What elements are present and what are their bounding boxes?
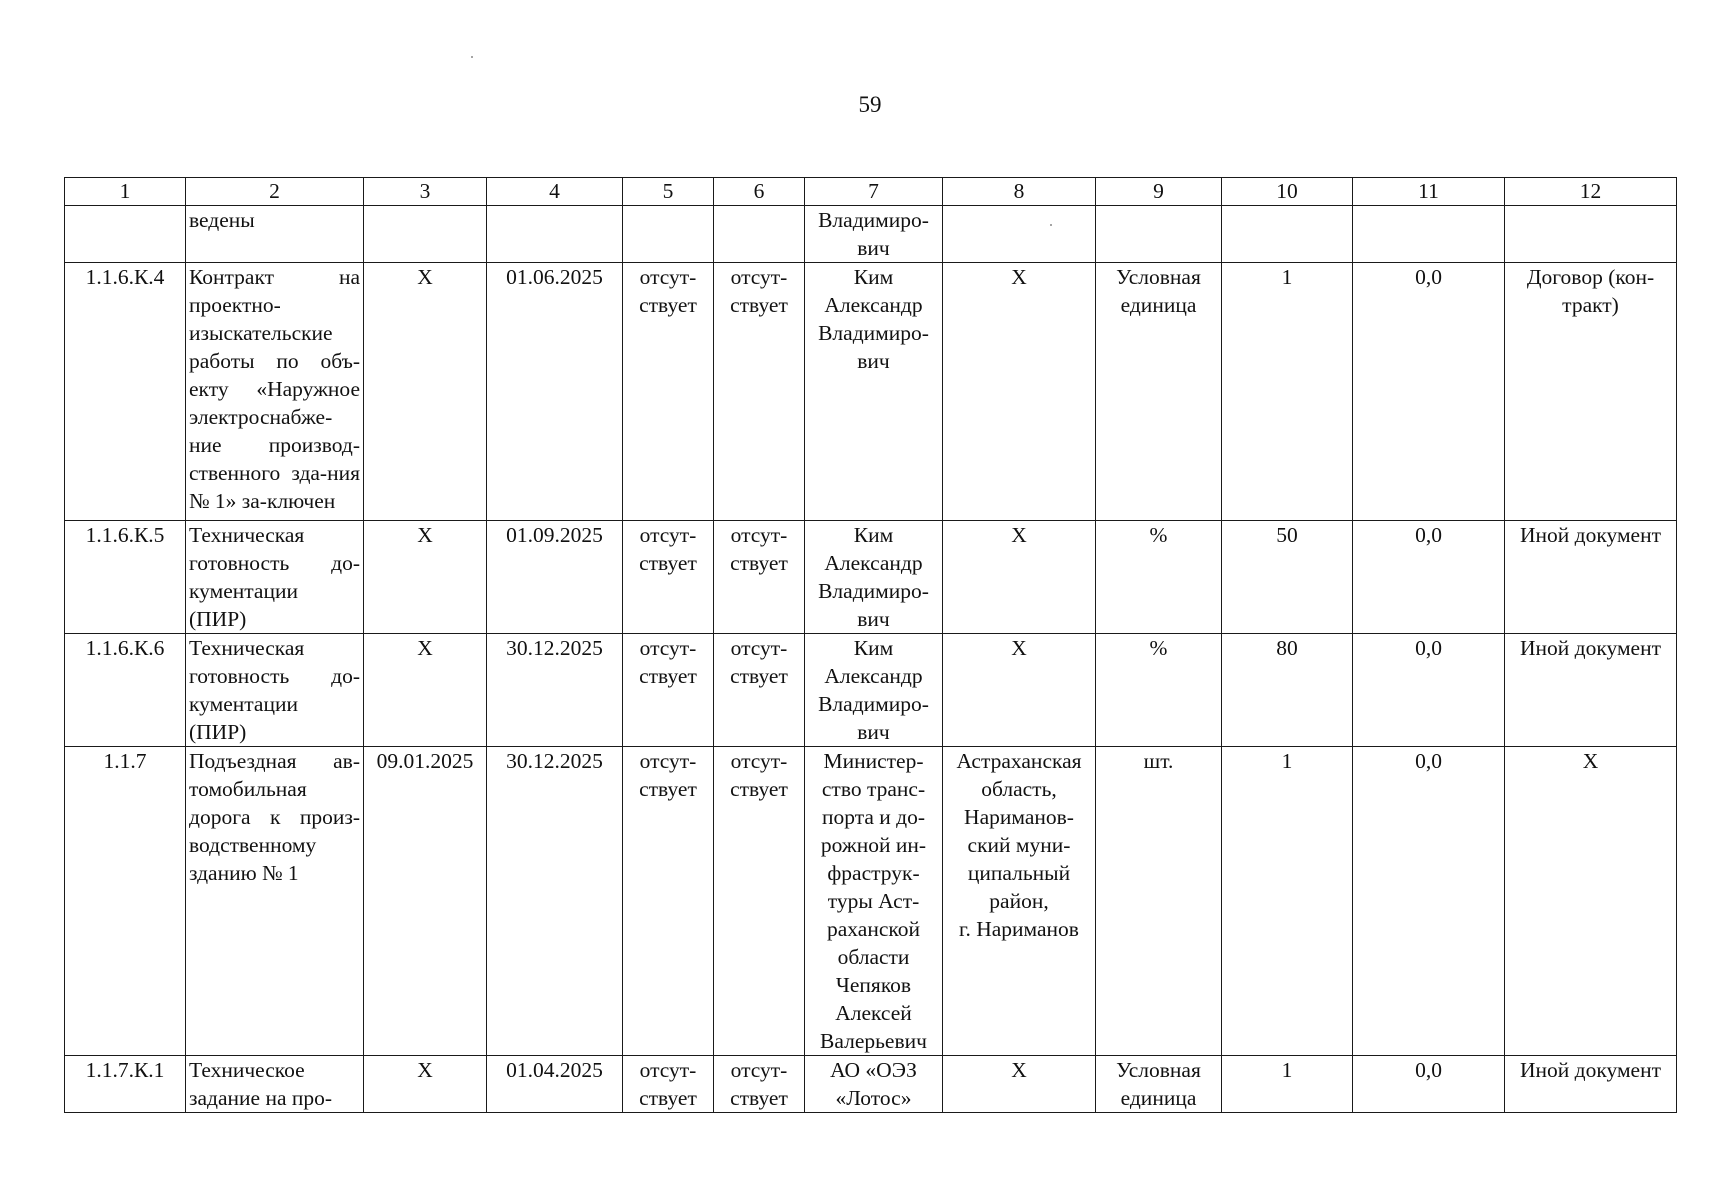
responsible-cell: Министер- ство транс- порта и до- рожной ин- фраструк- туры Аст- раханской области Чепяков Алексей Валерьевич xyxy=(805,747,943,1056)
end-date-cell: 01.04.2025 xyxy=(487,1056,623,1113)
value-5-cell: отсут- ствует xyxy=(623,747,714,1056)
value-11-cell: 0,0 xyxy=(1353,521,1505,634)
start-date-cell xyxy=(364,206,487,263)
value-5-cell: отсут- ствует xyxy=(623,521,714,634)
responsible-cell: Ким Александр Владимиро- вич xyxy=(805,634,943,747)
value-6-cell: отсут- ствует xyxy=(714,521,805,634)
location-cell xyxy=(943,206,1096,263)
unit-cell: % xyxy=(1096,634,1222,747)
data-table xyxy=(64,177,1677,1113)
value-11-cell: 0,0 xyxy=(1353,634,1505,747)
value-5-cell: отсут- ствует xyxy=(623,634,714,747)
column-header: 9 xyxy=(1096,178,1222,206)
end-date-cell xyxy=(487,206,623,263)
table-row xyxy=(65,634,1677,747)
value-6-cell: отсут- ствует xyxy=(714,747,805,1056)
column-header: 12 xyxy=(1505,178,1677,206)
responsible-cell: Ким Александр Владимиро- вич xyxy=(805,263,943,521)
value-6-cell: отсут- ствует xyxy=(714,263,805,521)
unit-cell xyxy=(1096,206,1222,263)
value-5-cell: отсут- ствует xyxy=(623,1056,714,1113)
location-cell: Х xyxy=(943,521,1096,634)
row-number-cell: 1.1.6.К.6 xyxy=(65,634,186,747)
column-header: 11 xyxy=(1353,178,1505,206)
column-header: 4 xyxy=(487,178,623,206)
document-cell: Иной документ xyxy=(1505,1056,1677,1113)
value-6-cell: отсут- ствует xyxy=(714,1056,805,1113)
document-cell: Иной документ xyxy=(1505,521,1677,634)
responsible-cell: Ким Александр Владимиро- вич xyxy=(805,521,943,634)
value-6-cell: отсут- ствует xyxy=(714,634,805,747)
document-cell: Х xyxy=(1505,747,1677,1056)
column-header: 7 xyxy=(805,178,943,206)
value-11-cell xyxy=(1353,206,1505,263)
start-date-cell: Х xyxy=(364,1056,487,1113)
column-header: 2 xyxy=(186,178,364,206)
name-cell: Техническая готовность до-кументации (ПИР) xyxy=(186,521,364,634)
responsible-cell: Владимиро- вич xyxy=(805,206,943,263)
table-header-row xyxy=(65,178,1677,206)
name-cell: Техническая готовность до-кументации (ПИР) xyxy=(186,634,364,747)
document-cell: Иной документ xyxy=(1505,634,1677,747)
location-cell: Х xyxy=(943,634,1096,747)
table-row xyxy=(65,521,1677,634)
name-cell: Техническое задание на про- xyxy=(186,1056,364,1113)
location-cell: Х xyxy=(943,263,1096,521)
column-header: 3 xyxy=(364,178,487,206)
responsible-cell: АО «ОЭЗ «Лотос» xyxy=(805,1056,943,1113)
value-11-cell: 0,0 xyxy=(1353,263,1505,521)
document-cell xyxy=(1505,206,1677,263)
value-10-cell xyxy=(1222,206,1353,263)
name-cell: Подъездная ав-томобильная дорога к произ-водственному зданию № 1 xyxy=(186,747,364,1056)
unit-cell: Условная единица xyxy=(1096,1056,1222,1113)
unit-cell: % xyxy=(1096,521,1222,634)
row-number-cell: 1.1.6.К.5 xyxy=(65,521,186,634)
end-date-cell: 01.09.2025 xyxy=(487,521,623,634)
name-cell: Контракт на проектно-изыскательские работы по объ-екту «Наружное электроснабже-ние производ-ственного зда-ния № 1» за-ключен xyxy=(186,263,364,521)
unit-cell: Условная единица xyxy=(1096,263,1222,521)
value-10-cell: 1 xyxy=(1222,263,1353,521)
start-date-cell: Х xyxy=(364,263,487,521)
location-cell: Астраханская область, Нариманов- ский муни- ципальный район, г. Нариманов xyxy=(943,747,1096,1056)
table-row xyxy=(65,1056,1677,1113)
row-number-cell: 1.1.7.К.1 xyxy=(65,1056,186,1113)
value-6-cell xyxy=(714,206,805,263)
table-row xyxy=(65,747,1677,1056)
start-date-cell: Х xyxy=(364,634,487,747)
scan-speck xyxy=(471,56,473,58)
page-number: 59 xyxy=(858,92,882,117)
end-date-cell: 30.12.2025 xyxy=(487,634,623,747)
end-date-cell: 30.12.2025 xyxy=(487,747,623,1056)
column-header: 5 xyxy=(623,178,714,206)
start-date-cell: Х xyxy=(364,521,487,634)
column-header: 8 xyxy=(943,178,1096,206)
start-date-cell: 09.01.2025 xyxy=(364,747,487,1056)
value-10-cell: 1 xyxy=(1222,1056,1353,1113)
end-date-cell: 01.06.2025 xyxy=(487,263,623,521)
row-number-cell: 1.1.6.К.4 xyxy=(65,263,186,521)
table-row xyxy=(65,263,1677,521)
row-number-cell xyxy=(65,206,186,263)
unit-cell: шт. xyxy=(1096,747,1222,1056)
location-cell: Х xyxy=(943,1056,1096,1113)
value-10-cell: 80 xyxy=(1222,634,1353,747)
column-header: 1 xyxy=(65,178,186,206)
value-5-cell: отсут- ствует xyxy=(623,263,714,521)
table-row xyxy=(65,206,1677,263)
value-10-cell: 50 xyxy=(1222,521,1353,634)
column-header: 6 xyxy=(714,178,805,206)
column-header: 10 xyxy=(1222,178,1353,206)
value-10-cell: 1 xyxy=(1222,747,1353,1056)
row-number-cell: 1.1.7 xyxy=(65,747,186,1056)
value-5-cell xyxy=(623,206,714,263)
value-11-cell: 0,0 xyxy=(1353,1056,1505,1113)
name-cell: ведены xyxy=(186,206,364,263)
document-cell: Договор (кон- тракт) xyxy=(1505,263,1677,521)
value-11-cell: 0,0 xyxy=(1353,747,1505,1056)
